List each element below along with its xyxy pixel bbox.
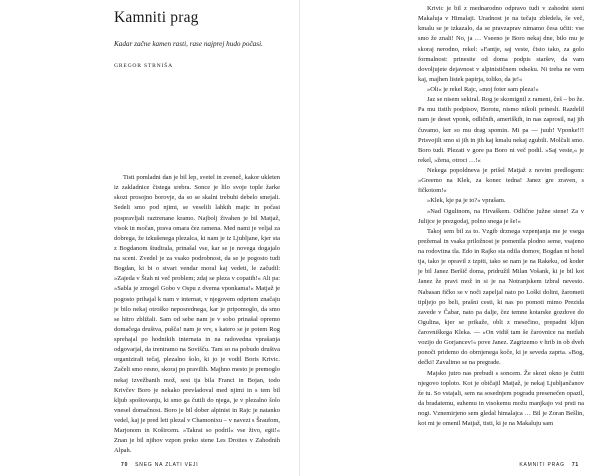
paragraph: Krivic je bil z mednarodno odpravo tudi v zahodni steni Makaluja v Himalaji. Uradnost je na tečaju zbledela, še več, kmalu se je izkazalo, da se pravzaprav nimamo česa učiti: vse smo že znali! No, ja … Vseeno je Boro nekaj dne, bilo mu je skoraj nerodno, rekel: »Fantje, saj veste, čisto tako, za golo formalnost: prinesite od doma podpis staršev, da vam dovoljujete dejavnost v alpinističnem odseku. Ni treba ne vem kaj, majhen listek papirja, toliko, da je!« [418, 5, 584, 83]
paragraph: »Oli« je rekel Rajc, »moj foter sam pleza!« [427, 86, 539, 93]
page-number: 70 [121, 462, 129, 468]
paragraph: Jaz se nisem sekiral. Rog je skomignil z rameni, češ – bo že. Pa mu tistih podpisov, Borotu, nismo nikoli prinesli. Razdelil nam je deset vponk, odličnih, ameriških, in nas zaprosil, naj jih čuvamo, ker so mu drag spomin. Mi pa — juuh! Vponke!!! Prisvojili smo si jih in jih kaj kmalu nekaj zgubili. Molčali smo. Boro tudi. Plezati v gore pa Boro ni več podil. »Saj veste,« je rekel, »žena, otroci …!« [418, 96, 584, 164]
epigraph-text: Kadar začne kamen rasti, rase najprej hudo počasi. [114, 40, 263, 48]
paragraph: Tisti pomladni dan je bil lep, svetel in zveneč, kakor ukleten iz zakladnice čistega srebra. Sonce je lilo svoje tople žarke skozi prosojno borovje, da so se skalni trebuhi debelo smejali. Sedeli smo pod njimi, se veselili lahkih majic in počasi pospravljali raztrenane kramo. Najbolj živahen je bil Matjaž, visok in močan, prava omara čez ramena. Med nami je veljal za dobrega, že izkušenega plezalca, ki nam je iz Ljubljane, kjer sta z Bogdanom študirala, prinašal vse, kar se je novega dogajalo na sceni. Zvedel je za vsako podrobnost, da se je pogosto tudi Bogdan, ki bi o stvari vendar moral kaj vedeti, le začudil: »Zajeda v Štah ni več problem; zdaj se pleza v copatih!« Ali pa: »Sabla je zmogel Gobo v Ospu z dvema vponkama!« Matjaž je pogosto prihajal k nam v internat, v njegovem odprtem značaju je bilo nekaj otroško neposrednega, kar je pripomoglo, da smo se hitro zbližali. Sam od sebe nam je v sobo prinašal opremo domačega društva, pušča! nam je vrv, s katero se je potem Rog sprehajal po hodnikih internata in na radovedna vprašanja odgovarjal, da treniramo na Sovišču. Tam so na pobudo društva organizirali tečaj, plezalno šolo, ki jo je vodil Boris Krivic. Začeli smo resno, skoraj po pravilih. Majhno mesto je premoglo nekaj izvežbanih mož, sest tja bila Franci in Bojan, todo Krivčev Boro je nekako prevladoval med njimi in s tem bil kljub spoštovanju, ki smo ga čutili do njega, je v plezalno šolo vnesel domačnost. Boro je bil dober alpinist in Rajc je natanko vedel, kaj je pred leti plezal v Chamonixu – v navezi s Šraufom, Marjonom in Košircem. »Takrat so podril« vse živo, egii!« Znan je bil njihov vzpon preko stene Les Droites v Zahodnih Alpah. [114, 174, 280, 455]
epigraph-author: GREGOR STRNIŠA [114, 63, 173, 69]
paragraph: Nekega popoldneva je prišel Matjaž z novim predlogom: »Greemo na Klek, za konec tedna! Janez gre zraven, s fičkotom!« [418, 167, 584, 195]
chapter-title: Kamniti prag [114, 9, 199, 26]
paragraph: »Klek, kje pa je to?« vprašam. [427, 197, 506, 205]
left-body-text [114, 173, 280, 457]
paragraph: »Nad Ogulinom, na Hrvaškem. Odlične južne stene! Za v Julijce je prezgodaj, polno snega je še!« [418, 207, 584, 225]
paragraph: Majsko jutro nas prebudi s soncem. Že skozi okno je čutiti njegovo toploto. Kot je običajil Matjaž, je nekaj Ljubljančanov že tu. So vstajali, sem na sosednjem pogradu presenečen opazil, da bradatemu, suhemu in visokemu možu manjkajo vsi prsti na nogi. Vznemirjeno sem gledal himalajca … Bil je Zoran Bešlin, kot mi je omenil Matjaž, tisti, ki je na Makaluju sam [418, 369, 584, 428]
right-folio [519, 462, 586, 468]
paragraph: Takoj sem bil za to. Vzgib drznega vzpenjanja me je vsega prežemal in vsaka priložnost je pomenila plodno seme, vsajeno na rodovitna tla. Edo in Rajko sta odila domov, Bogdan ni hotel tja, tako je opravil z izpiti, tako se nam je na Rakeku, od koder je bil Janez Beršič doma, pridružil Milan Vošank, ki je bil kot Janez že pravi mož in si je na Notranjskem izbral nevesto. Nabasan fičko se v noči zapeljal nato po Loški dolini, žarometi tipljejo po beli, prašni cesti, ki nas po pomoti mimo Prezida zavede v Čabar, nato pa dalje, čez temne kotarske gozdove do Ogulina, kjer se prikaže, obli z mesečino, prepadni kljun čarovniškega Kleka. — »On vidiš tam še čarovnice na metlah vozijo do Gorjancev!« pove Janez. Zagrizemo v hrib in ob dveh ponoči pridemo do obrnjenega koče, ki je seveda zaprta. »Bog, dečki! Zavalimo se na pregrade. [418, 227, 584, 367]
running-head: SNEG NA ZLATI VEJI [135, 462, 199, 468]
left-page [0, 0, 299, 476]
running-head: KAMNITI PRAG [519, 462, 565, 468]
right-body-text [418, 4, 584, 429]
page-number: 71 [571, 462, 579, 468]
right-page [300, 0, 600, 476]
left-folio [114, 462, 198, 468]
